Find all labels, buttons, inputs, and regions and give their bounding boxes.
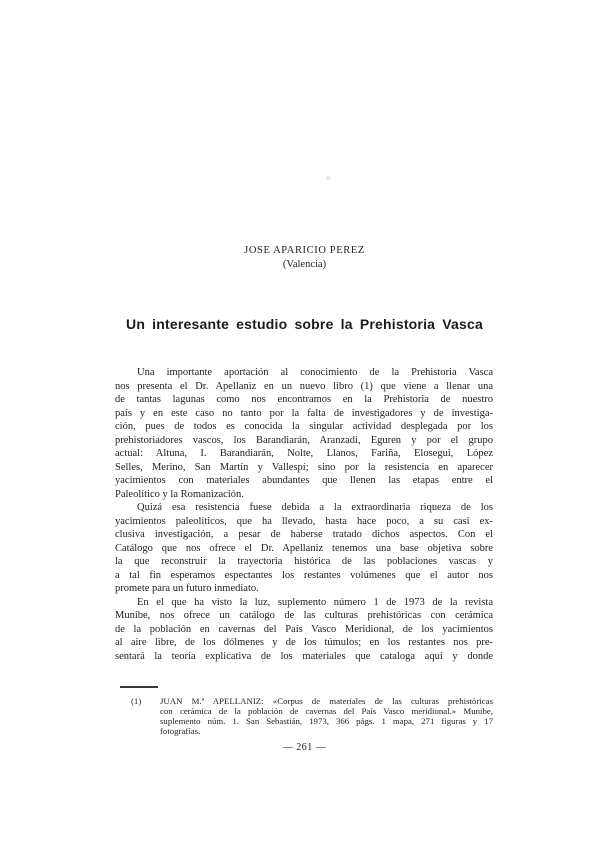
text-line: de la población en cavernas del País Vasco Meridional, de los yacimientos: [115, 623, 493, 635]
text-line: actual: Altuna, I. Barandiarán, Nolte, Llanos, Fariña, Elosegui, López: [115, 448, 493, 459]
page-number: — 261 —: [282, 742, 327, 753]
text-line: En el que ha visto la luz, suplemento número 1 de 1973 de la revista: [137, 596, 493, 608]
author-affiliation: (Valencia): [282, 259, 327, 270]
body-text: [115, 366, 493, 663]
text-line: yacimientos paleolíticos, que ha llevado, hasta hace poco, a su casi ex-: [115, 515, 493, 527]
text-line: JUAN M.ª APELLANIZ: «Corpus de materiales de las culturas prehistóricas: [160, 696, 493, 706]
text-line: país y en este caso no tanto por la falta de investigadores y de investiga-: [115, 407, 493, 419]
footnote-separator-rule: [120, 686, 158, 688]
footnote-marker: (1): [131, 696, 142, 706]
text-line: promete para un futuro inmediato.: [115, 583, 259, 594]
text-line: sentará la teoría explicativa de los materiales que cataloga aquí y donde: [115, 650, 493, 662]
text-line: con cerámica de la población de cavernas del País Vasco meridional.» Munibe,: [160, 706, 493, 716]
text-line: Munibe, nos ofrece un catálogo de las culturas prehistóricas con cerámica: [115, 610, 493, 621]
text-line: nos presenta el Dr. Apellaniz en un nuevo libro (1) que viene a llenar una: [115, 380, 493, 392]
text-line: fotografías.: [160, 726, 201, 736]
text-line: de tantas lagunas como nos encontramos en la Prehistoria de nuestro: [115, 394, 493, 405]
text-line: Selles, Merino, San Martín y Vallespí; sino por la resistencia en aparecer: [115, 461, 493, 473]
text-line: ción, pues de todos es conocida la singular actividad desplegada por los: [115, 421, 493, 432]
text-line: prehistoriadores vascos, los Barandiarán, Aranzadi, Eguren y por el grupo: [115, 434, 493, 446]
author-name: JOSE APARICIO PEREZ: [244, 245, 365, 256]
footnote: [131, 696, 493, 736]
article-title: Un interesante estudio sobre la Prehistoria Vasca: [126, 316, 483, 332]
text-line: Quizá esa resistencia fuese debida a la extraordinaria riqueza de los: [137, 502, 493, 513]
text-line: clusiva investigación, a pesar de haberse tratado dichos aspectos. Con el: [115, 529, 493, 540]
scan-artifact: [326, 176, 331, 180]
footnote-text: [160, 696, 493, 736]
text-line: al aire libre, de los dólmenes y de los túmulos; en los restantes nos pre-: [115, 637, 493, 648]
text-line: yacimientos con materiales abundantes que llenen las etapas entre el: [115, 475, 493, 486]
text-line: la que reconstruir la trayectoria histórica de las poblaciones vascas y: [115, 556, 493, 567]
text-line: Paleolítico y la Romanización.: [115, 488, 244, 500]
text-line: Una importante aportación al conocimiento de la Prehistoria Vasca: [137, 367, 493, 378]
text-line: Catálogo que nos ofrece el Dr. Apellaniz tenemos una base objetiva sobre: [115, 542, 493, 554]
text-line: a tal fin esperamos espectantes los restantes volúmenes que el autor nos: [115, 569, 493, 581]
text-line: suplemento núm. 1. San Sebastián, 1973, 366 págs. 1 mapa, 271 figuras y 17: [160, 716, 493, 726]
